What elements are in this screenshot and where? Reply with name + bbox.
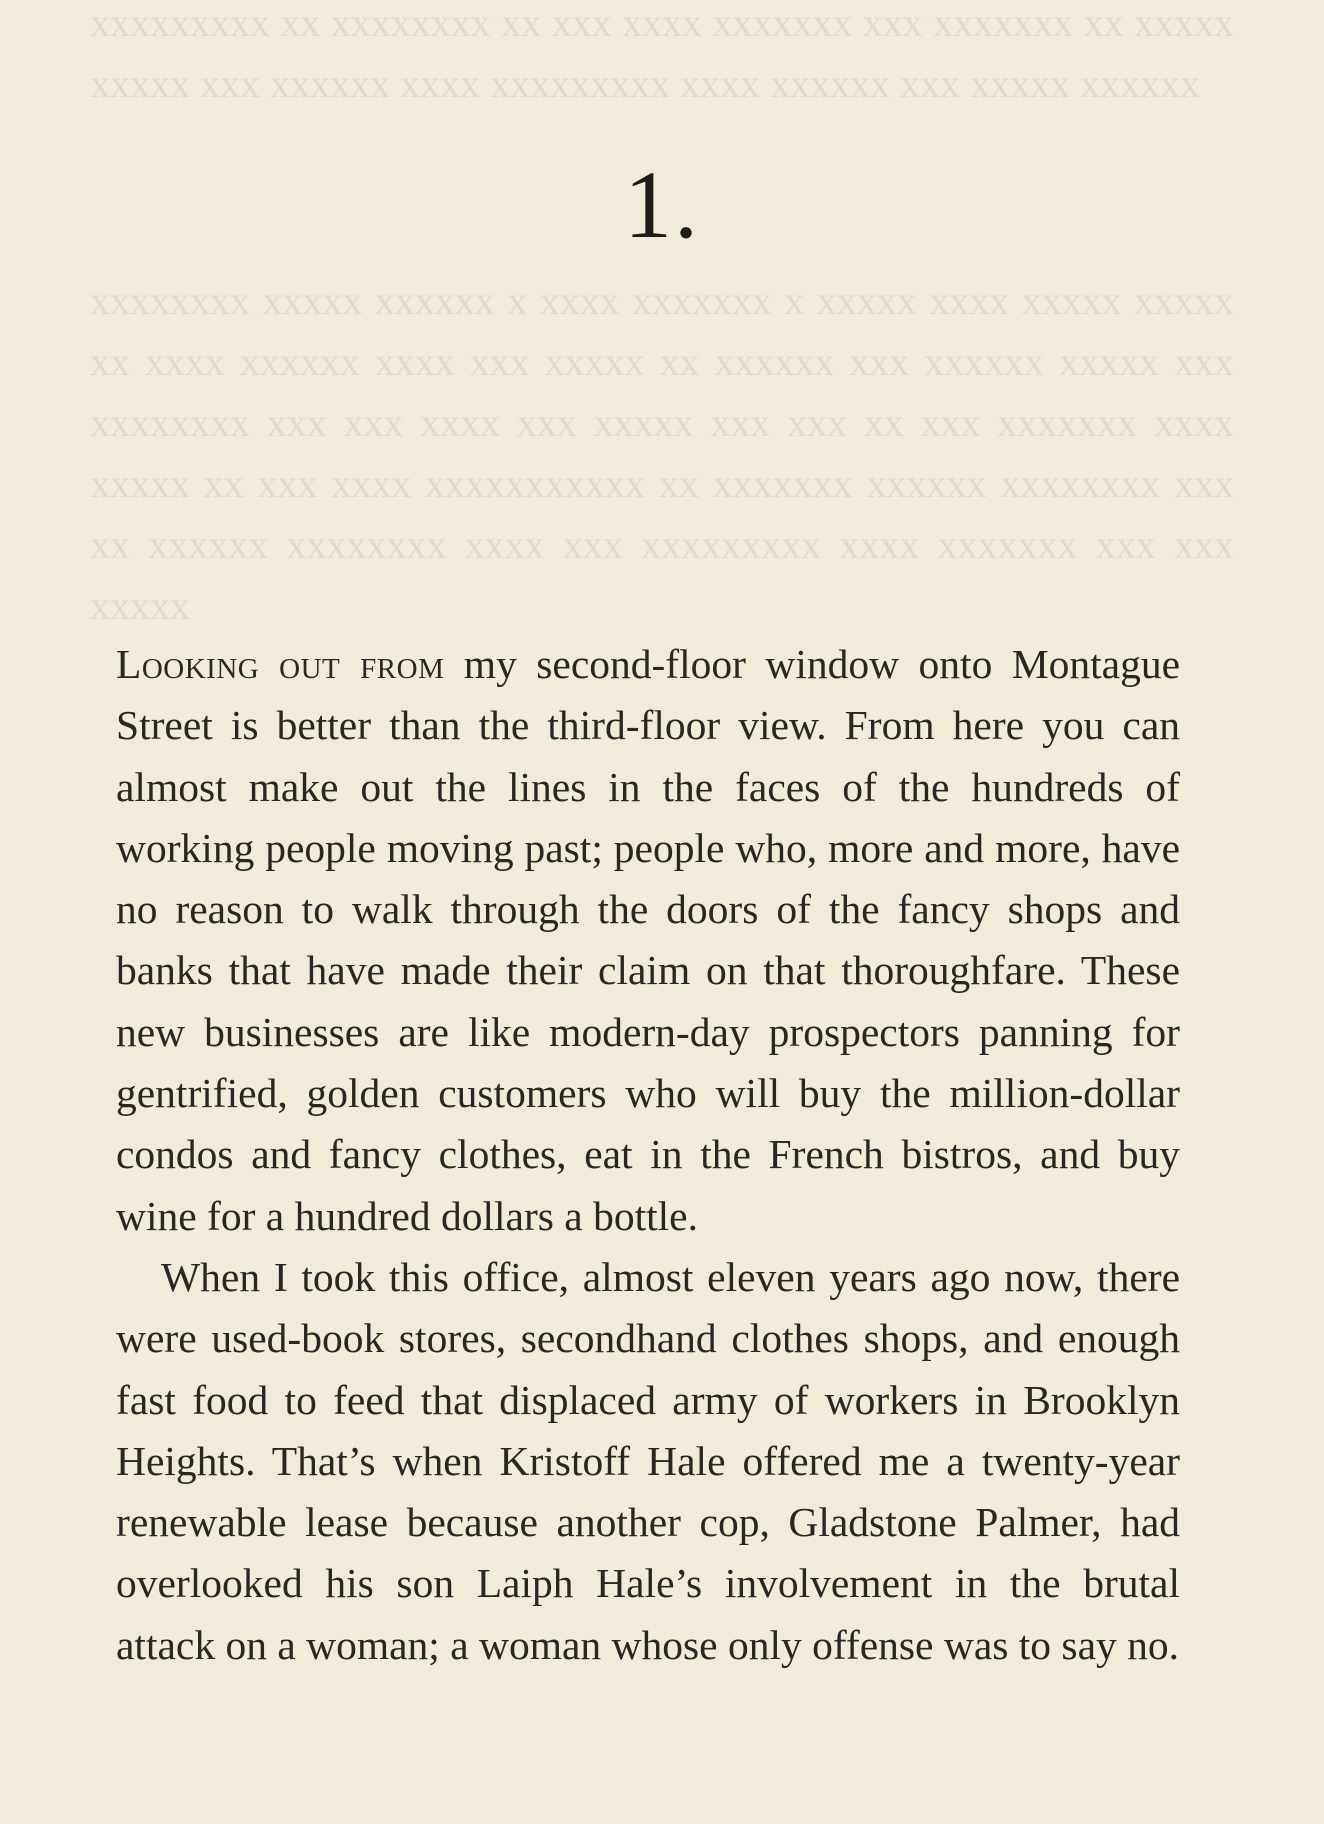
paragraph-1 [116, 634, 1180, 1247]
show-through-text-top: xxxxxxxxx xx xxxxxxxx xx xxx xxxx xxxxxxx xxx xxxxxxx xx xxxxx xxxxx xxx xxxxxx xxxx xxxxxxxxx xxxx xxxxxx xxx xxxxx xxxxxx [90, 0, 1234, 106]
show-through-text-lower: xxxxxxxx xxxxx xxxxxx x xxxx xxxxxxx x xxxxx xxxx xxxxx xxxxx xx xxxx xxxxxx xxxx xxx xxxxx xx xxxxxx xxx xxxxxx xxxxx xxx xxxxxxxx xxx xxx xxxx xxx xxxxx xxx xxx xx xxx xxxxxxx xxxx xxxxx xx xxx xxxx xxxxxxxxxxx xx xxxxxxx xxxxxx xxxxxxxx xxx xx xxxxxx xxxxxxxx xxxx xxx xxxxxxxxx xxxx xxxxxxx xxx xxx xxxxx [90, 278, 1234, 628]
paragraph-2 [116, 1247, 1180, 1676]
paragraph-lead-in: Looking out from [116, 641, 445, 687]
paragraph-1-text: my second-floor window onto Montague Street is better than the third-floor view. From here you can almost make out the lines in the faces of the hundreds of working people moving past; people who, more and more, have no reason to walk through the doors of the fancy shops and banks that have made their claim on that thoroughfare. These new businesses are like modern-day prospectors panning for gentrified, golden customers who will buy the million-dollar condos and fancy clothes, eat in the French bistros, and buy wine for a hundred dollars a bottle. [116, 641, 1181, 1239]
chapter-body [116, 634, 1180, 1676]
paragraph-2-text: When I took this office, almost eleven years ago now, there were used-book stores, secondhand clothes shops, and enough fast food to feed that displaced army of workers in Brooklyn Heights. That’s when Kristoff Hale offered me a twenty-year renewable lease because another cop, Gladstone Palmer, had overlooked his son Laiph Hale’s involvement in the brutal attack on a woman; a woman whose only offense was to say no. [116, 1253, 1180, 1668]
chapter-number: 1. [624, 151, 700, 258]
